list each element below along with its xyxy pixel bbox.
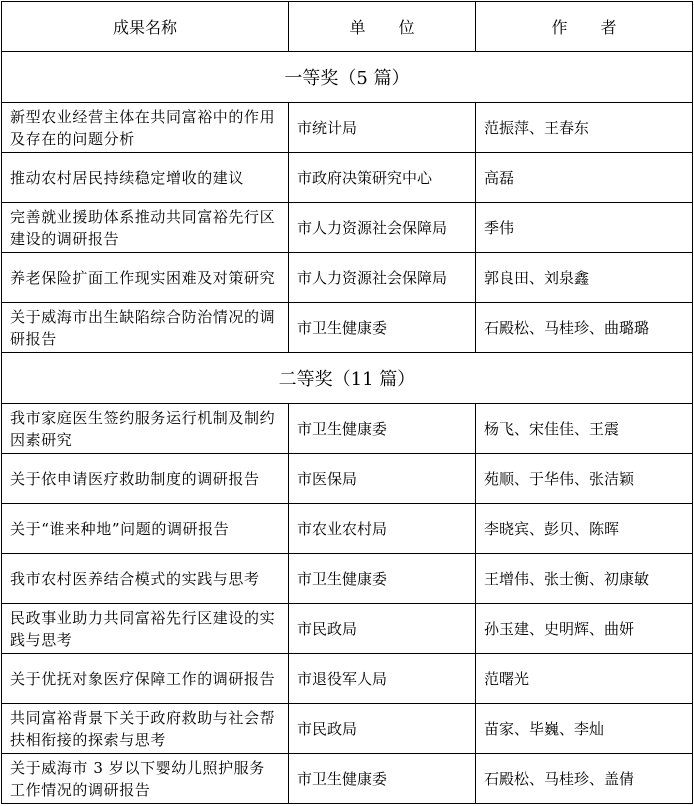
cell-title: 新型农业经营主体在共同富裕中的作用及存在的问题分析	[2, 103, 289, 153]
cell-title: 关于“谁来种地”问题的调研报告	[2, 504, 289, 554]
cell-author: 王增伟、张士衡、初康敏	[476, 554, 693, 604]
header-row	[2, 2, 693, 52]
cell-unit: 市统计局	[289, 103, 476, 153]
header-title: 成果名称	[2, 2, 289, 52]
section-label: 二等奖（11 篇）	[2, 353, 693, 404]
cell-title: 养老保险扩面工作现实困难及对策研究	[2, 253, 289, 303]
cell-author: 季伟	[476, 203, 693, 253]
cell-title: 民政事业助力共同富裕先行区建设的实践与思考	[2, 604, 289, 654]
cell-title: 关于依申请医疗救助制度的调研报告	[2, 454, 289, 504]
cell-author: 苗家、毕巍、李灿	[476, 704, 693, 754]
awards-table	[1, 1, 693, 804]
cell-unit: 市退役军人局	[289, 654, 476, 704]
cell-unit: 市政府决策研究中心	[289, 153, 476, 203]
cell-unit: 市卫生健康委	[289, 303, 476, 353]
cell-author: 范振萍、王春东	[476, 103, 693, 153]
cell-unit: 市民政局	[289, 604, 476, 654]
cell-title: 我市农村医养结合模式的实践与思考	[2, 554, 289, 604]
cell-author: 杨飞、宋佳佳、王震	[476, 404, 693, 454]
section-row	[2, 353, 693, 404]
cell-unit: 市民政局	[289, 704, 476, 754]
cell-title: 完善就业援助体系推动共同富裕先行区建设的调研报告	[2, 203, 289, 253]
cell-title: 关于威海市 3 岁以下婴幼儿照护服务工作情况的调研报告	[2, 754, 289, 804]
header-unit: 单 位	[289, 2, 476, 52]
section-label: 一等奖（5 篇）	[2, 52, 693, 103]
table-row	[2, 103, 693, 153]
cell-title: 我市家庭医生签约服务运行机制及制约因素研究	[2, 404, 289, 454]
cell-title: 关于优抚对象医疗保障工作的调研报告	[2, 654, 289, 704]
table-row	[2, 754, 693, 804]
cell-author: 郭良田、刘泉鑫	[476, 253, 693, 303]
cell-title: 关于威海市出生缺陷综合防治情况的调研报告	[2, 303, 289, 353]
table-row	[2, 153, 693, 203]
cell-author: 李晓宾、彭贝、陈晖	[476, 504, 693, 554]
cell-title: 共同富裕背景下关于政府救助与社会帮扶相衔接的探索与思考	[2, 704, 289, 754]
cell-unit: 市人力资源社会保障局	[289, 253, 476, 303]
table-row	[2, 604, 693, 654]
table-row	[2, 504, 693, 554]
table-row	[2, 404, 693, 454]
table-row	[2, 303, 693, 353]
cell-unit: 市卫生健康委	[289, 754, 476, 804]
cell-author: 范曙光	[476, 654, 693, 704]
cell-unit: 市人力资源社会保障局	[289, 203, 476, 253]
table-row	[2, 454, 693, 504]
cell-unit: 市卫生健康委	[289, 404, 476, 454]
cell-unit: 市医保局	[289, 454, 476, 504]
table-row	[2, 253, 693, 303]
cell-author: 高磊	[476, 153, 693, 203]
table-row	[2, 554, 693, 604]
table-row	[2, 654, 693, 704]
cell-author: 石殿松、马桂珍、曲璐璐	[476, 303, 693, 353]
cell-author: 孙玉建、史明辉、曲妍	[476, 604, 693, 654]
cell-unit: 市农业农村局	[289, 504, 476, 554]
cell-title: 推动农村居民持续稳定增收的建议	[2, 153, 289, 203]
section-row	[2, 52, 693, 103]
table-row	[2, 704, 693, 754]
cell-author: 苑顺、于华伟、张洁颖	[476, 454, 693, 504]
header-author: 作 者	[476, 2, 693, 52]
table-row	[2, 203, 693, 253]
cell-unit: 市卫生健康委	[289, 554, 476, 604]
cell-author: 石殿松、马桂珍、盖倩	[476, 754, 693, 804]
